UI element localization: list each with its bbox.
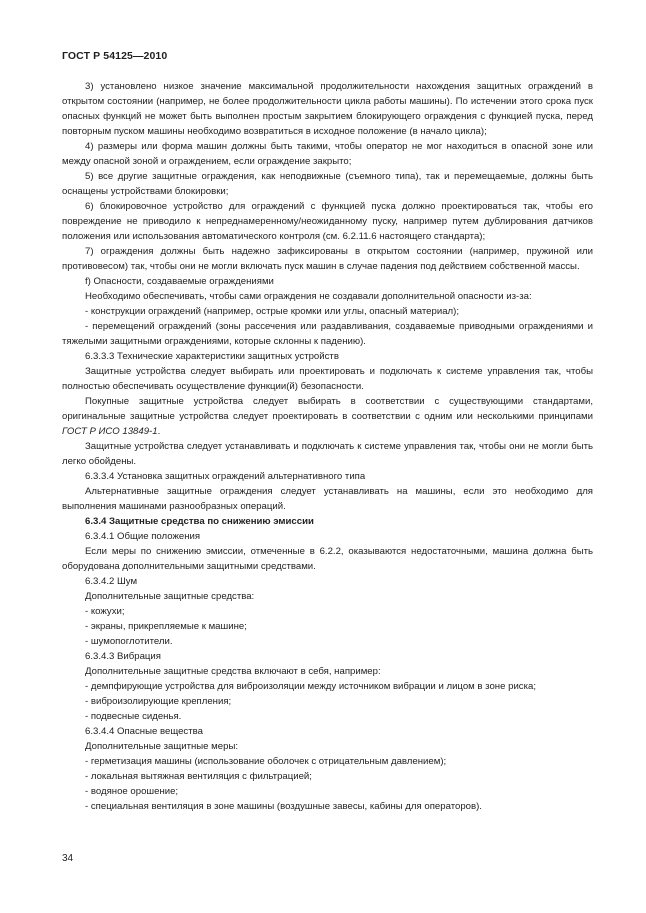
paragraph: [62, 694, 593, 709]
paragraph: [62, 469, 593, 484]
paragraph: [62, 289, 593, 304]
paragraph-text: - шумопоглотители.: [85, 636, 173, 647]
document-header: ГОСТ Р 54125—2010: [62, 50, 168, 62]
paragraph: [62, 739, 593, 754]
paragraph-text: - специальная вентиляция в зоне машины (воздушные завесы, кабины для операторов).: [85, 801, 482, 812]
paragraph: [62, 79, 593, 139]
paragraph: [62, 394, 593, 439]
paragraph: [62, 724, 593, 739]
paragraph-text: 6.3.3.3 Технические характеристики защитных устройств: [85, 351, 339, 362]
paragraph: [62, 349, 593, 364]
paragraph-text: 6.3.4.4 Опасные вещества: [85, 726, 203, 737]
paragraph-text: Защитные устройства следует устанавливать и подключать к системе управления так, чтобы они не могли быть легко обойдены.: [62, 441, 593, 467]
paragraph-text: Если меры по снижению эмиссии, отмеченные в 6.2.2, оказываются недостаточными, машина должна быть оборудована дополнительными защитными средствами.: [62, 546, 593, 572]
paragraph: [62, 634, 593, 649]
paragraph: [62, 754, 593, 769]
paragraph: [62, 439, 593, 469]
paragraph-text: - герметизация машины (использование оболочек с отрицательным давлением);: [85, 756, 447, 767]
standard-reference: ГОСТ Р ИСО 13849-1: [62, 426, 158, 437]
paragraph-text: Защитные устройства следует выбирать или проектировать и подключать к системе управления так, чтобы полностью обеспечивать осуществление функции(й) безопасности.: [62, 366, 593, 392]
paragraph: [62, 139, 593, 169]
paragraph-text: 6) блокировочное устройство для ограждений с функцией пуска должно проектироваться так, чтобы его повреждение не приводило к непреднамеренному/неожиданному пуску, например путем дублирования датчиков положения или использования автоматического контроля (см. 6.2.11.6 настоящего стандарта);: [62, 201, 593, 242]
section-heading: [62, 514, 593, 529]
paragraph-text: 6.3.4.3 Вибрация: [85, 651, 161, 662]
page-number: 34: [62, 853, 74, 864]
paragraph-text: f) Опасности, создаваемые ограждениями: [85, 276, 274, 287]
paragraph-text: Дополнительные защитные средства:: [85, 591, 255, 602]
paragraph-text: 4) размеры или форма машин должны быть такими, чтобы оператор не мог находиться в опасной зоне или между опасной зоной и ограждением, если ограждение закрыто;: [62, 141, 593, 167]
paragraph-text: 3) установлено низкое значение максимальной продолжительности нахождения защитных ограждений в открытом состоянии (например, не более продолжительности цикла работы машины). По истечении этого срока пуск опасных функций не может быть выполнен простым закрытием блокирующего ограждения с функцией пуска, перед повторным пуском машины необходимо возвратиться в исходное положение (в начало цикла);: [62, 81, 593, 137]
paragraph: [62, 244, 593, 274]
paragraph-text: - конструкции ограждений (например, острые кромки или углы, опасный материал);: [85, 306, 459, 317]
paragraph: [62, 529, 593, 544]
paragraph: [62, 709, 593, 724]
paragraph-text: 5) все другие защитные ограждения, как неподвижные (съемного типа), так и перемещаемые, должны быть оснащены устройствами блокировки;: [62, 171, 593, 197]
paragraph: [62, 784, 593, 799]
paragraph: [62, 319, 593, 349]
paragraph-text: 6.3.4.2 Шум: [85, 576, 138, 587]
paragraph-text: Покупные защитные устройства следует выбирать в соответствии с существующими стандартами, оригинальные защитные устройства следует проектировать в соответствии с одним или несколькими принципами: [62, 396, 593, 422]
paragraph: [62, 364, 593, 394]
paragraph: [62, 544, 593, 574]
paragraph-text: 6.3.4 Защитные средства по снижению эмиссии: [85, 516, 314, 527]
paragraph: [62, 199, 593, 244]
paragraph-text: - подвесные сиденья.: [85, 711, 182, 722]
document-body: [62, 79, 593, 814]
paragraph: [62, 679, 593, 694]
paragraph: [62, 304, 593, 319]
paragraph-text: 6.3.4.1 Общие положения: [85, 531, 201, 542]
paragraph-text: Необходимо обеспечивать, чтобы сами ограждения не создавали дополнительной опасности из-за:: [85, 291, 532, 302]
paragraph: [62, 799, 593, 814]
paragraph: [62, 769, 593, 784]
paragraph: [62, 484, 593, 514]
paragraph: [62, 664, 593, 679]
paragraph-text: - кожухи;: [85, 606, 125, 617]
paragraph: [62, 604, 593, 619]
paragraph-text: Дополнительные защитные средства включают в себя, например:: [85, 666, 381, 677]
paragraph: [62, 619, 593, 634]
paragraph-text: - водяное орошение;: [85, 786, 179, 797]
paragraph-text: - перемещений ограждений (зоны рассечения или раздавливания, создаваемые приводными ограждениями и тяжелыми защитными ограждениями, которые склонны к падению).: [62, 321, 593, 347]
paragraph-end: .: [157, 426, 161, 437]
paragraph-text: - демпфирующие устройства для виброизоляции между источником вибрации и лицом в зоне риска;: [85, 681, 537, 692]
paragraph-text: Альтернативные защитные ограждения следует устанавливать на машины, если это необходимо для выполнения машинами разнообразных операций.: [62, 486, 593, 512]
paragraph-text: - локальная вытяжная вентиляция с фильтрацией;: [85, 771, 312, 782]
paragraph-text: Дополнительные защитные меры:: [85, 741, 239, 752]
paragraph: [62, 574, 593, 589]
paragraph-text: 6.3.3.4 Установка защитных ограждений альтернативного типа: [85, 471, 366, 482]
paragraph: [62, 169, 593, 199]
paragraph-text: - экраны, прикрепляемые к машине;: [85, 621, 247, 632]
paragraph-text: - виброизолирующие крепления;: [85, 696, 232, 707]
paragraph: [62, 649, 593, 664]
paragraph-text: 7) ограждения должны быть надежно зафиксированы в открытом состоянии (например, пружиной или противовесом) так, чтобы они не могли включать пуск машин в случае падения под действием собственной массы.: [62, 246, 593, 272]
paragraph: [62, 274, 593, 289]
paragraph: [62, 589, 593, 604]
